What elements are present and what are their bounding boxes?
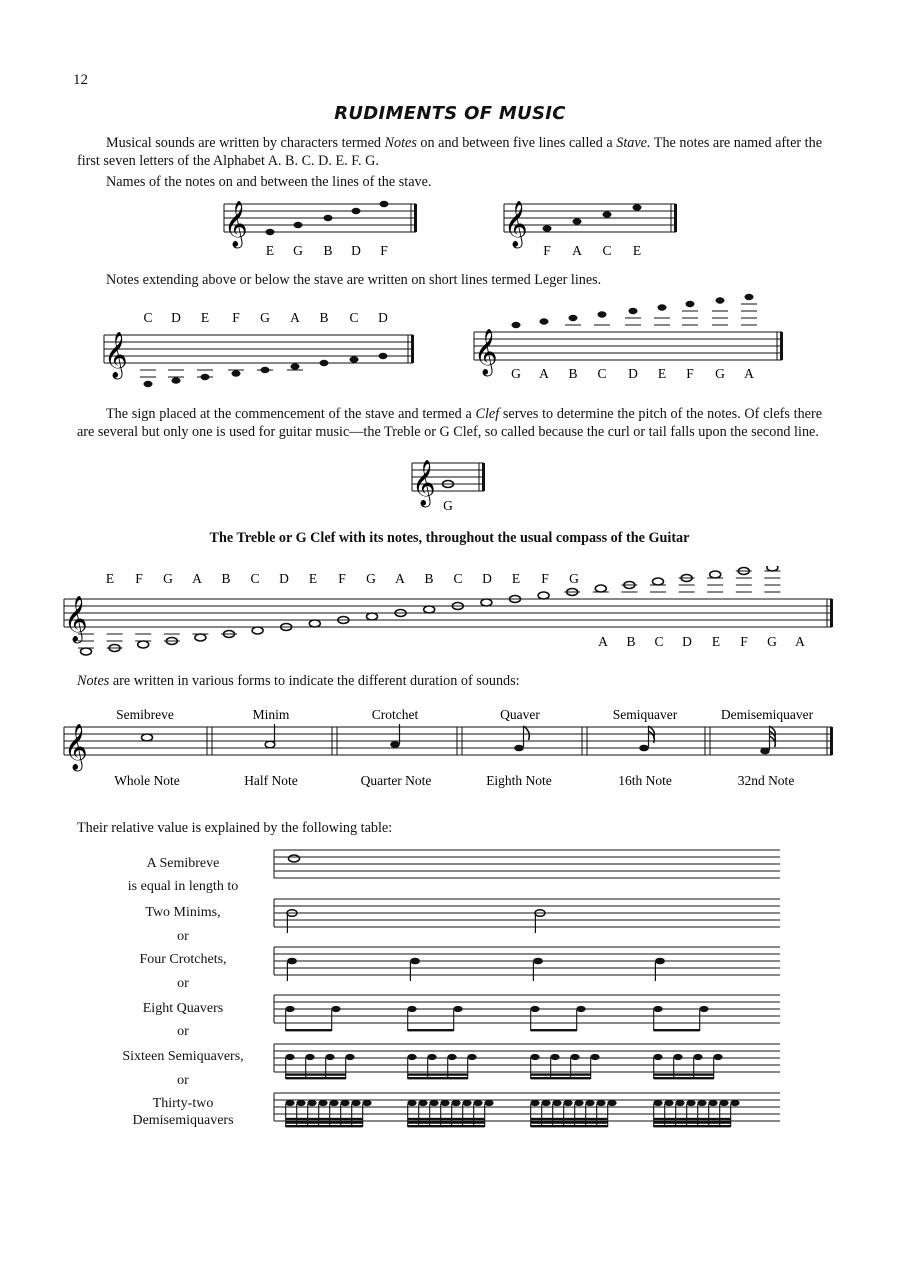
note-letter: B — [424, 571, 434, 586]
note-letter: E — [511, 571, 521, 586]
whole-note-head — [367, 613, 378, 620]
spaces-notes-staff — [500, 196, 685, 266]
g-clef-staff — [408, 455, 488, 515]
duration-alt-name: 32nd Note — [737, 773, 795, 788]
note-letter: G — [366, 571, 376, 586]
whole-note-head — [195, 634, 206, 641]
note-letter: D — [171, 310, 181, 325]
note-letter: A — [395, 571, 405, 586]
note-letter: E — [657, 366, 667, 381]
whole-note-head — [653, 578, 664, 585]
note-letter: E — [265, 243, 275, 258]
whole-note-head — [538, 592, 549, 599]
note-letter: A — [290, 310, 300, 325]
treble-clef-icon: 𝄞 — [504, 201, 528, 246]
note-letter: F — [380, 243, 388, 258]
note-letter: E — [200, 310, 210, 325]
whole-note-head — [424, 606, 435, 613]
note-head — [266, 229, 275, 235]
note-head — [633, 204, 642, 210]
note-letter: G — [163, 571, 173, 586]
note-letter: B — [319, 310, 329, 325]
note-letter: C — [654, 634, 664, 649]
note-letter: G — [569, 571, 579, 586]
note-letter: E — [308, 571, 318, 586]
note-letter: F — [135, 571, 143, 586]
note-letter: F — [686, 366, 694, 381]
leger-above-staff — [470, 290, 790, 385]
note-letter: B — [626, 634, 636, 649]
table-label: A Semibreve — [146, 856, 220, 871]
note-letter: D — [482, 571, 492, 586]
duration-alt-name: Quarter Note — [360, 773, 432, 788]
durations-staff — [60, 702, 840, 797]
crotchet-icon — [390, 724, 400, 748]
treble-clef-icon: 𝄞 — [104, 332, 128, 377]
note-letter: F — [541, 571, 549, 586]
duration-alt-name: Half Note — [244, 773, 298, 788]
note-letter: E — [632, 243, 642, 258]
duration-alt-name: Whole Note — [114, 773, 180, 788]
treble-clef-icon: 𝄞 — [412, 460, 436, 505]
note-head — [324, 215, 333, 221]
treble-clef-icon: 𝄞 — [474, 329, 498, 374]
leger-below-staff — [100, 306, 422, 388]
table-label: Four Crotchets, — [139, 952, 227, 967]
duration-alt-name: 16th Note — [618, 773, 672, 788]
treble-clef-icon: 𝄞 — [64, 596, 88, 641]
whole-note-head — [767, 566, 778, 571]
durations-paragraph — [77, 672, 822, 690]
note-head — [543, 225, 552, 231]
note-letter: G — [260, 310, 270, 325]
beamed-notes — [530, 1006, 585, 1032]
note-letter: D — [628, 366, 638, 381]
relative-value-staves — [270, 845, 785, 1135]
note-letter: G — [511, 366, 521, 381]
lines-notes-staff — [220, 196, 425, 266]
note-head — [294, 222, 303, 228]
clef-text-a: The sign placed at the commencement of the stave and termed a — [106, 406, 476, 422]
note-letter: E — [105, 571, 115, 586]
note-letter: A — [795, 634, 805, 649]
note-letter: E — [711, 634, 721, 649]
note-letter: C — [143, 310, 153, 325]
treble-clef-icon: 𝄞 — [224, 201, 248, 246]
table-label: Demisemiquavers — [132, 1113, 234, 1128]
note-letter: B — [221, 571, 231, 586]
note-letter: C — [250, 571, 260, 586]
lines-names-paragraph: Names of the notes on and between the lines of the stave. — [106, 174, 432, 190]
whole-note-head — [138, 641, 149, 648]
duration-name: Semiquaver — [612, 707, 678, 722]
page-number: 12 — [73, 72, 88, 88]
whole-note-head — [710, 571, 721, 578]
page-title: RUDIMENTS OF MUSIC — [334, 103, 566, 124]
table-label: Sixteen Semiquavers, — [122, 1049, 244, 1064]
note-letter: B — [568, 366, 578, 381]
table-label: Eight Quavers — [142, 1001, 224, 1016]
intro-text-c: The notes are named after the first seven letters of the Alphabet A. B. C. D. E. F. G. — [77, 135, 822, 169]
clef-paragraph — [77, 405, 822, 441]
note-letter: C — [597, 366, 607, 381]
beamed-notes — [407, 1006, 462, 1032]
note-letter: D — [351, 243, 361, 258]
duration-name: Crotchet — [371, 707, 419, 722]
table-label: Two Minims, — [145, 905, 221, 920]
table-label: or — [177, 976, 189, 991]
semibreve-icon — [289, 855, 300, 862]
semibreve-icon — [142, 734, 153, 741]
note-letter: A — [572, 243, 582, 258]
leger-lines-paragraph: Notes extending above or below the stave are written on short lines termed Leger lines. — [106, 272, 602, 288]
duration-name: Demisemiquaver — [720, 707, 814, 722]
note-letter: F — [740, 634, 748, 649]
note-letter: F — [338, 571, 346, 586]
table-label: or — [177, 929, 189, 944]
note-letter: A — [744, 366, 754, 381]
crotchet-icon — [533, 958, 543, 981]
table-label: or — [177, 1073, 189, 1088]
intro-paragraph — [77, 134, 822, 170]
crotchet-icon — [410, 958, 420, 981]
clef-term: Clef — [475, 406, 500, 422]
intro-text-b: on and between five lines called a — [416, 135, 617, 151]
note-letter: C — [349, 310, 359, 325]
whole-note-head — [481, 599, 492, 606]
whole-note-head — [81, 648, 92, 655]
whole-note-head — [252, 627, 263, 634]
note-letter: F — [543, 243, 551, 258]
demisemiquaver-icon — [760, 726, 775, 754]
whole-note-head — [595, 585, 606, 592]
beamed-notes — [653, 1006, 708, 1032]
note-letter: A — [598, 634, 608, 649]
beamed-notes — [285, 1006, 340, 1032]
compass-heading: The Treble or G Clef with its notes, throughout the usual compass of the Guitar — [209, 530, 690, 546]
duration-name: Minim — [252, 707, 290, 722]
duration-alt-name: Eighth Note — [486, 773, 552, 788]
table-intro-paragraph: Their relative value is explained by the following table: — [77, 820, 393, 836]
durations-text: are written in various forms to indicate the different duration of sounds: — [109, 673, 520, 689]
table-label: Thirty-two — [152, 1096, 214, 1111]
note-head — [352, 208, 361, 214]
note-letter: G — [715, 366, 725, 381]
crotchet-icon — [287, 958, 297, 981]
note-letter: A — [539, 366, 549, 381]
notes-term: Notes — [77, 673, 110, 689]
note-letter: G — [767, 634, 777, 649]
note-letter: A — [192, 571, 202, 586]
minim-icon — [265, 724, 275, 748]
note-letter: D — [279, 571, 289, 586]
note-letter: D — [682, 634, 692, 649]
note-letter: C — [453, 571, 463, 586]
duration-name: Quaver — [500, 707, 540, 722]
stave-term: Stave. — [616, 135, 651, 151]
whole-note-head — [309, 620, 320, 627]
table-label: or — [177, 1024, 189, 1039]
table-label: is equal in length to — [127, 879, 239, 894]
clef-text-b: serves to determine the pitch of the notes. Of clefs there are several but only one is used for guitar music—the Treble or G Clef, so called because the curl or tail falls upon the second line. — [77, 406, 822, 440]
note-letter: D — [378, 310, 388, 325]
intro-text-a: Musical sounds are written by characters termed — [106, 135, 385, 151]
clef-note-letter: G — [443, 498, 453, 513]
note-letter: G — [293, 243, 303, 258]
notes-term: Notes — [384, 135, 417, 151]
note-head — [603, 211, 612, 217]
note-letter: B — [323, 243, 333, 258]
note-head — [380, 201, 389, 207]
note-letter: F — [232, 310, 240, 325]
crotchet-icon — [655, 958, 665, 981]
note-letter: C — [602, 243, 612, 258]
note-head — [573, 218, 582, 224]
compass-staff — [60, 566, 840, 656]
duration-name: Semibreve — [116, 707, 174, 722]
treble-clef-icon: 𝄞 — [64, 724, 88, 769]
